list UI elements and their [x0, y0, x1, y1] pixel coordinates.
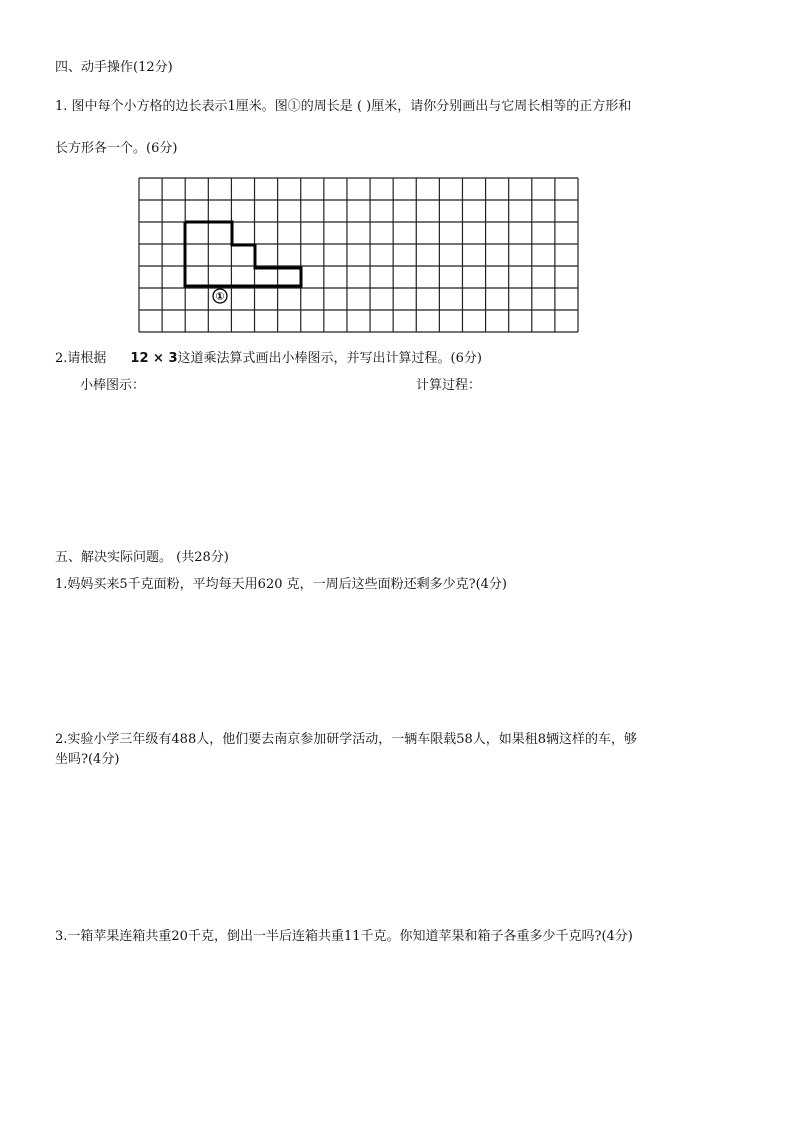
section4-title: 四、动手操作(12分)	[55, 60, 173, 75]
q2-expression: 12 × 3	[130, 351, 178, 366]
grid-figure	[132, 174, 582, 336]
grid-lines	[139, 178, 578, 332]
s5-q2-line1: 2.实验小学三年级有488人，他们要去南京参加研学活动，一辆车限载58人，如果租8辆这样的车，够	[55, 732, 638, 747]
shape-1-outline	[185, 222, 301, 286]
s5-q1: 1.妈妈买来5千克面粉，平均每天用620 克，一周后这些面粉还剩多少克?(4分)	[55, 577, 508, 592]
q1-line1: 1. 图中每个小方格的边长表示1厘米。图①的周长是 ( )厘米，请你分别画出与它周长相等的正方形和	[55, 99, 632, 114]
q2-suffix: 这道乘法算式画出小棒图示，并写出计算过程。(6分)	[177, 351, 482, 366]
q2-prefix: 2.请根据	[55, 351, 107, 366]
shape-1-label: ①	[215, 290, 225, 303]
s5-q2-line2: 坐吗?(4分)	[55, 752, 120, 767]
q2-diagram-label: 小棒图示：	[80, 378, 146, 393]
section5-title: 五、解决实际问题。 (共28分)	[55, 550, 229, 565]
q2-calc-label: 计算过程：	[416, 378, 482, 393]
q1-line2: 长方形各一个。(6分)	[55, 141, 178, 156]
s5-q3: 3.一箱苹果连箱共重20千克，倒出一半后连箱共重11千克。你知道苹果和箱子各重多少千克吗?(4分)	[55, 929, 633, 944]
q2-line	[55, 351, 482, 367]
